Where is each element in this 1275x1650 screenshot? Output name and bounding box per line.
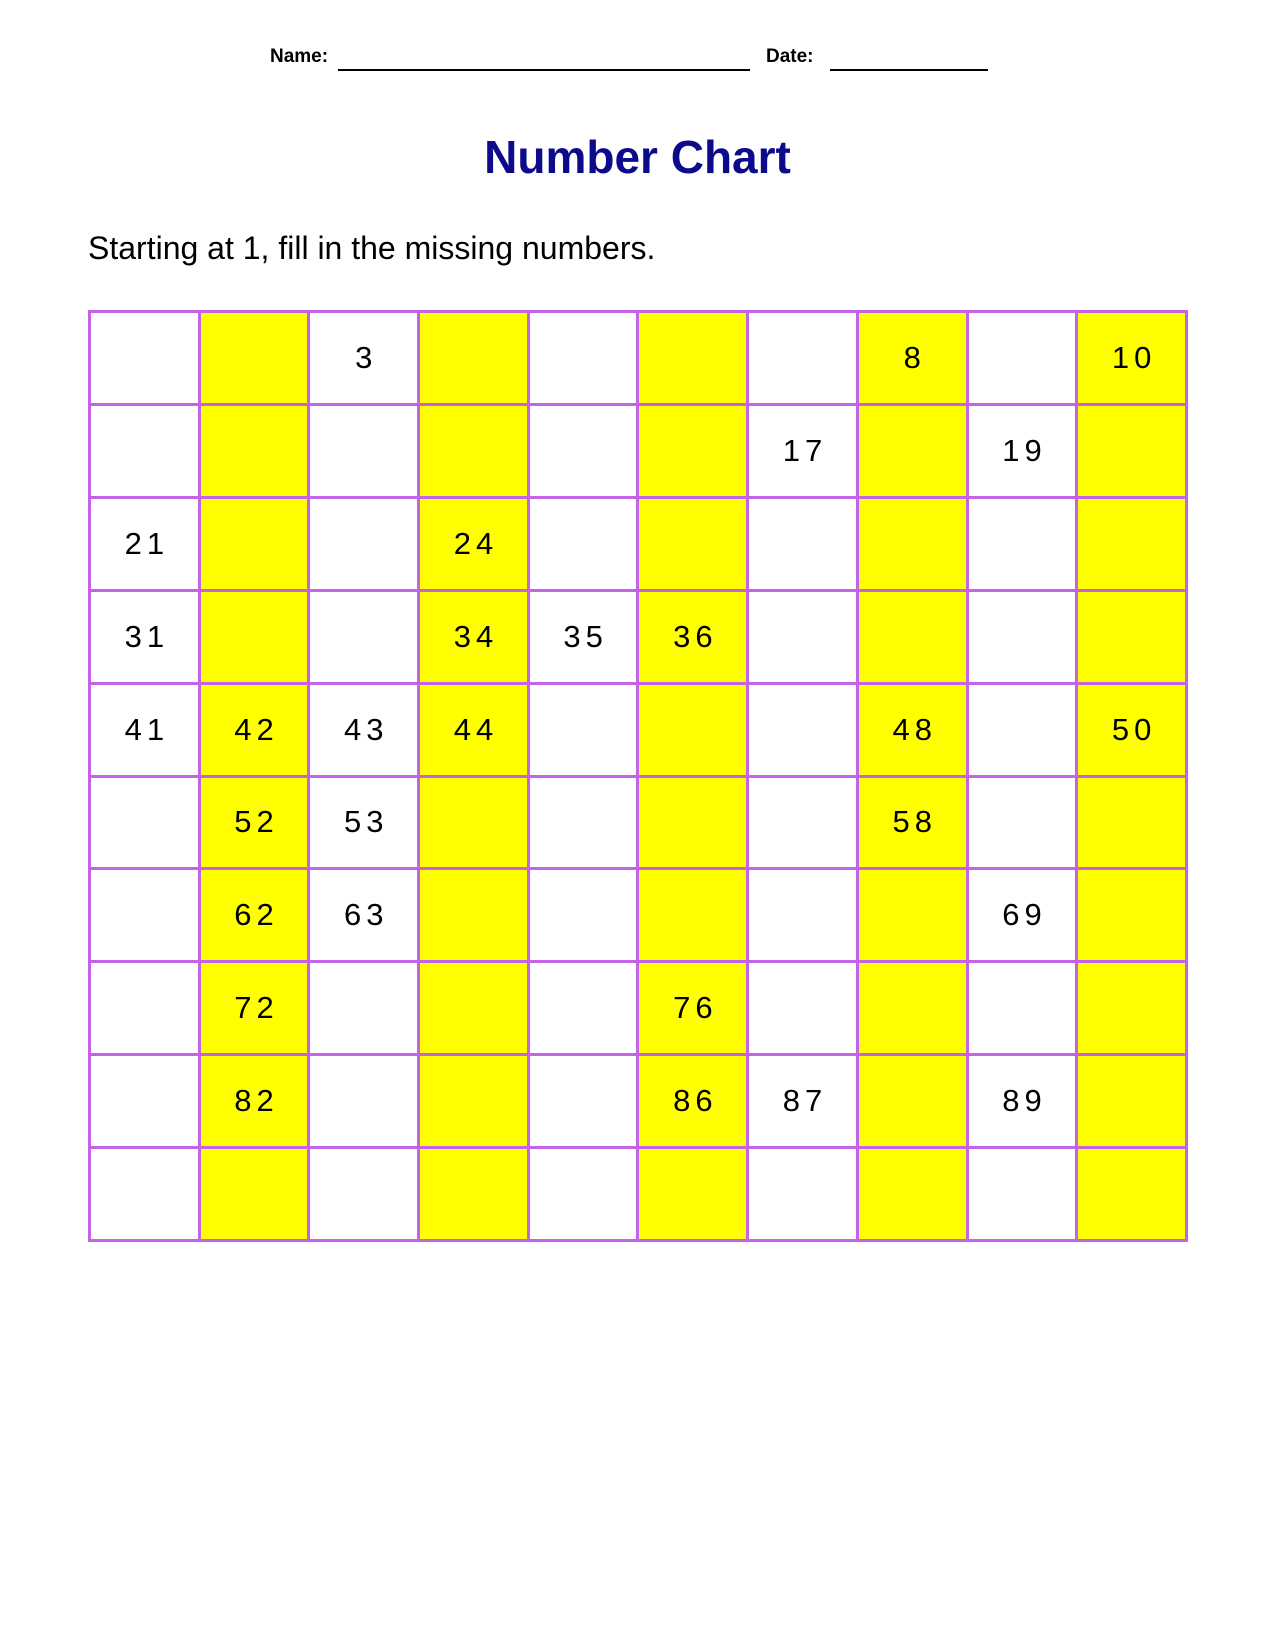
grid-cell[interactable] [1078, 1149, 1188, 1242]
grid-cell[interactable] [530, 870, 640, 963]
grid-cell[interactable]: 82 [201, 1056, 311, 1149]
grid-cell[interactable] [1078, 963, 1188, 1056]
grid-cell[interactable] [310, 592, 420, 685]
grid-cell[interactable] [859, 1149, 969, 1242]
grid-cell[interactable]: 24 [420, 499, 530, 592]
grid-cell[interactable] [1078, 499, 1188, 592]
header-line [270, 46, 1010, 76]
grid-cell[interactable] [969, 685, 1079, 778]
grid-cell[interactable] [201, 313, 311, 406]
grid-cell[interactable]: 53 [310, 778, 420, 871]
grid-cell[interactable] [530, 685, 640, 778]
grid-cell[interactable] [969, 499, 1079, 592]
grid-cell[interactable] [201, 499, 311, 592]
grid-cell[interactable] [1078, 870, 1188, 963]
grid-cell[interactable] [530, 963, 640, 1056]
grid-cell[interactable] [639, 1149, 749, 1242]
grid-cell[interactable] [310, 406, 420, 499]
grid-cell[interactable] [420, 963, 530, 1056]
grid-cell[interactable] [530, 1149, 640, 1242]
grid-cell[interactable] [639, 778, 749, 871]
number-grid [88, 310, 1188, 1242]
grid-cell[interactable] [639, 685, 749, 778]
grid-cell[interactable]: 8 [859, 313, 969, 406]
grid-cell[interactable] [749, 685, 859, 778]
grid-cell[interactable]: 72 [201, 963, 311, 1056]
grid-cell[interactable]: 87 [749, 1056, 859, 1149]
grid-cell[interactable]: 10 [1078, 313, 1188, 406]
grid-cell[interactable]: 34 [420, 592, 530, 685]
grid-cell[interactable] [310, 1149, 420, 1242]
grid-cell[interactable] [201, 592, 311, 685]
grid-cell[interactable] [749, 1149, 859, 1242]
grid-cell[interactable] [420, 1056, 530, 1149]
grid-cell[interactable] [530, 778, 640, 871]
grid-cell[interactable] [420, 778, 530, 871]
grid-cell[interactable] [91, 778, 201, 871]
grid-cell[interactable] [1078, 1056, 1188, 1149]
grid-cell[interactable] [749, 592, 859, 685]
grid-cell[interactable] [530, 406, 640, 499]
grid-cell[interactable] [639, 870, 749, 963]
grid-cell[interactable] [420, 1149, 530, 1242]
grid-cell[interactable] [969, 963, 1079, 1056]
grid-cell[interactable]: 42 [201, 685, 311, 778]
grid-cell[interactable]: 31 [91, 592, 201, 685]
grid-cell[interactable] [859, 1056, 969, 1149]
grid-cell[interactable] [530, 499, 640, 592]
grid-cell[interactable]: 43 [310, 685, 420, 778]
instructions: Starting at 1, fill in the missing numbers. [88, 230, 656, 266]
grid-cell[interactable] [969, 592, 1079, 685]
grid-cell[interactable]: 36 [639, 592, 749, 685]
grid-cell[interactable]: 41 [91, 685, 201, 778]
grid-cell[interactable] [639, 313, 749, 406]
grid-cell[interactable]: 52 [201, 778, 311, 871]
grid-cell[interactable] [1078, 778, 1188, 871]
grid-cell[interactable]: 89 [969, 1056, 1079, 1149]
grid-cell[interactable]: 3 [310, 313, 420, 406]
grid-cell[interactable] [749, 778, 859, 871]
grid-cell[interactable] [310, 963, 420, 1056]
date-label: Date: [766, 46, 814, 67]
grid-cell[interactable]: 62 [201, 870, 311, 963]
grid-cell[interactable] [859, 406, 969, 499]
grid-cell[interactable] [91, 313, 201, 406]
grid-cell[interactable] [859, 592, 969, 685]
grid-cell[interactable] [420, 406, 530, 499]
grid-cell[interactable] [859, 499, 969, 592]
grid-cell[interactable] [859, 870, 969, 963]
grid-cell[interactable] [420, 313, 530, 406]
grid-cell[interactable]: 58 [859, 778, 969, 871]
grid-cell[interactable] [859, 963, 969, 1056]
grid-cell[interactable]: 19 [969, 406, 1079, 499]
grid-cell[interactable] [310, 1056, 420, 1149]
grid-cell[interactable] [969, 313, 1079, 406]
grid-cell[interactable] [201, 1149, 311, 1242]
grid-cell[interactable] [91, 870, 201, 963]
grid-cell[interactable]: 21 [91, 499, 201, 592]
grid-cell[interactable]: 69 [969, 870, 1079, 963]
grid-cell[interactable] [749, 870, 859, 963]
grid-cell[interactable] [201, 406, 311, 499]
grid-cell[interactable] [749, 313, 859, 406]
name-label: Name: [270, 46, 329, 67]
grid-cell[interactable] [530, 313, 640, 406]
grid-cell[interactable] [639, 406, 749, 499]
name-field[interactable] [338, 69, 750, 71]
grid-cell[interactable] [749, 963, 859, 1056]
grid-cell[interactable] [310, 499, 420, 592]
grid-cell[interactable]: 63 [310, 870, 420, 963]
grid-cell[interactable] [1078, 592, 1188, 685]
grid-cell[interactable] [639, 499, 749, 592]
grid-cell[interactable] [91, 1056, 201, 1149]
grid-cell[interactable] [91, 406, 201, 499]
grid-cell[interactable] [969, 1149, 1079, 1242]
grid-cell[interactable]: 17 [749, 406, 859, 499]
grid-cell[interactable] [749, 499, 859, 592]
grid-cell[interactable] [91, 1149, 201, 1242]
page-title: Number Chart [484, 131, 791, 183]
grid-cell[interactable]: 76 [639, 963, 749, 1056]
grid-cell[interactable] [1078, 406, 1188, 499]
grid-cell[interactable]: 44 [420, 685, 530, 778]
date-field[interactable] [830, 69, 988, 71]
grid-cell[interactable]: 86 [639, 1056, 749, 1149]
grid-cell[interactable] [91, 963, 201, 1056]
grid-cell[interactable] [530, 1056, 640, 1149]
grid-cell[interactable]: 50 [1078, 685, 1188, 778]
grid-cell[interactable]: 35 [530, 592, 640, 685]
grid-cell[interactable] [420, 870, 530, 963]
grid-cell[interactable] [969, 778, 1079, 871]
grid-cell[interactable]: 48 [859, 685, 969, 778]
